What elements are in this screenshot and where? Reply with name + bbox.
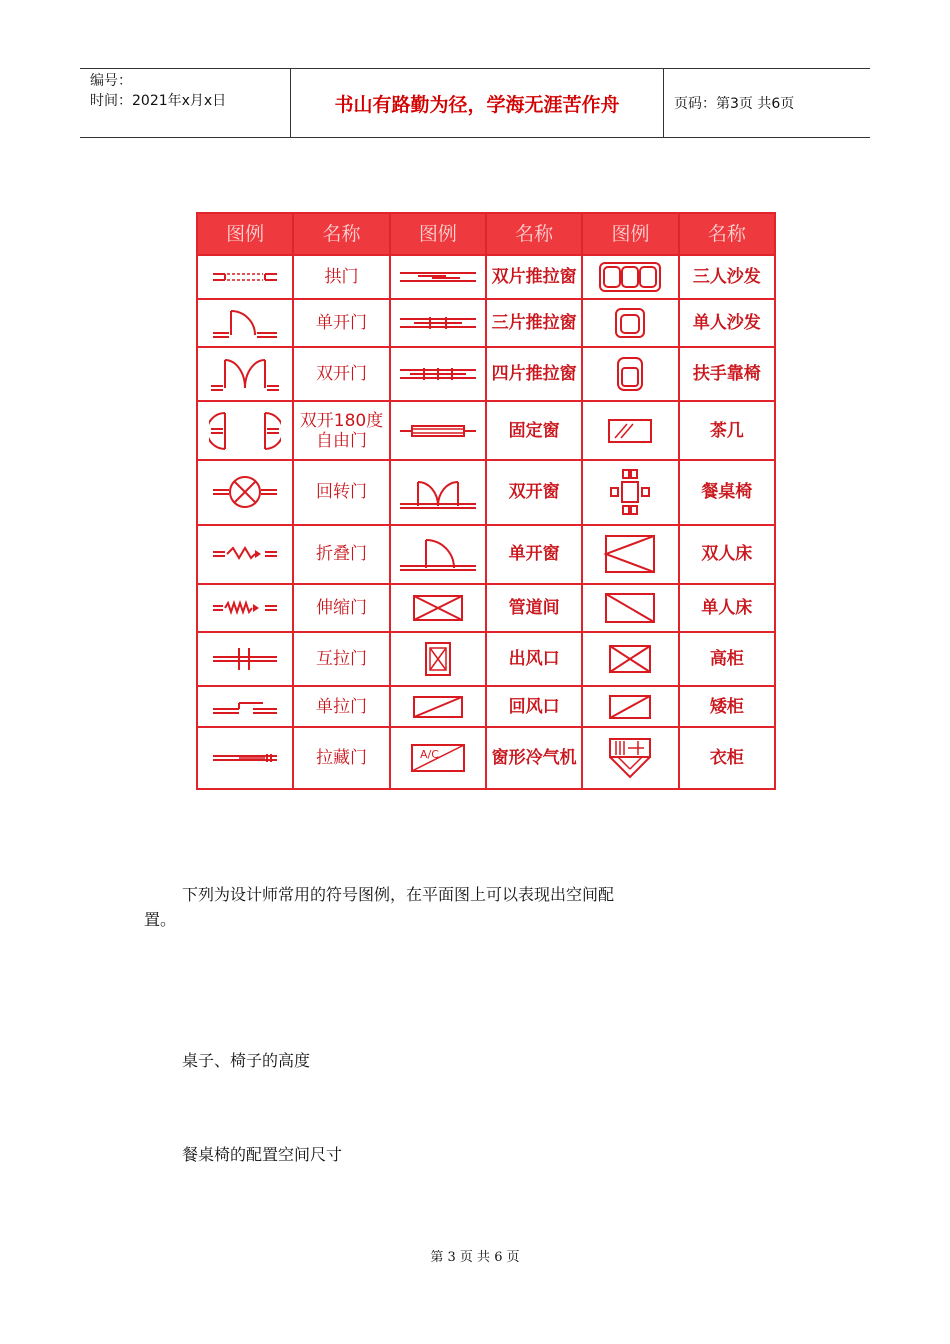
legend-name: 单开门 xyxy=(293,299,389,348)
legend-row xyxy=(197,401,775,460)
legend-row xyxy=(197,686,775,727)
legend-name: 拉藏门 xyxy=(293,727,389,789)
furniture-symbol-icon xyxy=(582,255,678,299)
window-symbol-icon xyxy=(390,460,486,524)
paragraph-1-line-2: 置。 xyxy=(144,910,177,929)
furniture-symbol-icon xyxy=(582,347,678,401)
legend-header-cell: 名称 xyxy=(679,213,775,255)
door-symbol-icon xyxy=(197,727,293,789)
window-symbol-icon xyxy=(390,632,486,686)
furniture-symbol-icon xyxy=(582,460,678,524)
door-symbol-icon xyxy=(197,255,293,299)
furniture-symbol-icon xyxy=(582,584,678,633)
legend-row xyxy=(197,460,775,524)
door-symbol-icon xyxy=(197,299,293,348)
furniture-symbol-icon xyxy=(582,525,678,584)
legend-header-cell: 名称 xyxy=(486,213,582,255)
legend-name: 管道间 xyxy=(486,584,582,633)
window-symbol-icon xyxy=(390,584,486,633)
furniture-symbol-icon xyxy=(582,727,678,789)
legend-name: 四片推拉窗 xyxy=(486,347,582,401)
legend-name: 双开门 xyxy=(293,347,389,401)
legend-row xyxy=(197,299,775,348)
header-motto: 书山有路勤为径，学海无涯苦作舟 xyxy=(291,69,664,137)
legend-name: 互拉门 xyxy=(293,632,389,686)
page-footer: 第 3 页 共 6 页 xyxy=(430,1250,520,1265)
window-symbol-icon xyxy=(390,347,486,401)
legend-name: 双开窗 xyxy=(486,460,582,524)
legend-row xyxy=(197,727,775,789)
furniture-symbol-icon xyxy=(582,401,678,460)
legend-header-cell: 图例 xyxy=(390,213,486,255)
door-symbol-icon xyxy=(197,401,293,460)
window-symbol-icon xyxy=(390,686,486,727)
legend-name: 单开窗 xyxy=(486,525,582,584)
page-header xyxy=(80,68,870,138)
legend-name: 单人床 xyxy=(679,584,775,633)
legend-name: 三片推拉窗 xyxy=(486,299,582,348)
window-symbol-icon xyxy=(390,727,486,789)
legend-row xyxy=(197,347,775,401)
door-symbol-icon xyxy=(197,632,293,686)
window-symbol-icon xyxy=(390,401,486,460)
furniture-symbol-icon xyxy=(582,686,678,727)
door-symbol-icon xyxy=(197,525,293,584)
legend-name: 窗形冷气机 xyxy=(486,727,582,789)
legend-row xyxy=(197,255,775,299)
door-symbol-icon xyxy=(197,584,293,633)
ac-label: A/C xyxy=(419,748,439,762)
window-symbol-icon xyxy=(390,525,486,584)
legend-name: 矮柜 xyxy=(679,686,775,727)
legend-name: 折叠门 xyxy=(293,525,389,584)
paragraph-3: 餐桌椅的配置空间尺寸 xyxy=(182,1145,343,1164)
legend-name: 高柜 xyxy=(679,632,775,686)
symbol-legend-table xyxy=(196,212,776,790)
legend-row xyxy=(197,584,775,633)
door-symbol-icon xyxy=(197,460,293,524)
legend-name: 出风口 xyxy=(486,632,582,686)
legend-name: 单人沙发 xyxy=(679,299,775,348)
legend-row xyxy=(197,525,775,584)
legend-name: 茶几 xyxy=(679,401,775,460)
header-meta xyxy=(80,69,291,137)
door-symbol-icon xyxy=(197,686,293,727)
legend-header-cell: 名称 xyxy=(293,213,389,255)
legend-row xyxy=(197,632,775,686)
legend-name: 固定窗 xyxy=(486,401,582,460)
window-symbol-icon xyxy=(390,299,486,348)
furniture-symbol-icon xyxy=(582,632,678,686)
legend-name: 双开180度自由门 xyxy=(293,401,389,460)
legend-name: 回风口 xyxy=(486,686,582,727)
time-label: 时间：2021年x月x日 xyxy=(90,93,227,109)
number-label: 编号： xyxy=(90,73,132,89)
legend-name: 伸缩门 xyxy=(293,584,389,633)
legend-name: 双片推拉窗 xyxy=(486,255,582,299)
paragraph-2: 桌子、椅子的高度 xyxy=(182,1051,311,1070)
door-symbol-icon xyxy=(197,347,293,401)
legend-name: 衣柜 xyxy=(679,727,775,789)
legend-name: 三人沙发 xyxy=(679,255,775,299)
legend-name: 扶手靠椅 xyxy=(679,347,775,401)
header-page-info: 页码：第3页 共6页 xyxy=(674,96,795,112)
paragraph-1-line-1: 下列为设计师常用的符号图例，在平面图上可以表现出空间配 xyxy=(182,885,615,904)
legend-header-row xyxy=(197,213,775,255)
legend-header-cell: 图例 xyxy=(197,213,293,255)
furniture-symbol-icon xyxy=(582,299,678,348)
legend-name: 餐桌椅 xyxy=(679,460,775,524)
legend-name: 回转门 xyxy=(293,460,389,524)
legend-name: 拱门 xyxy=(293,255,389,299)
legend-header-cell: 图例 xyxy=(582,213,678,255)
legend-name: 单拉门 xyxy=(293,686,389,727)
legend-name: 双人床 xyxy=(679,525,775,584)
window-symbol-icon xyxy=(390,255,486,299)
